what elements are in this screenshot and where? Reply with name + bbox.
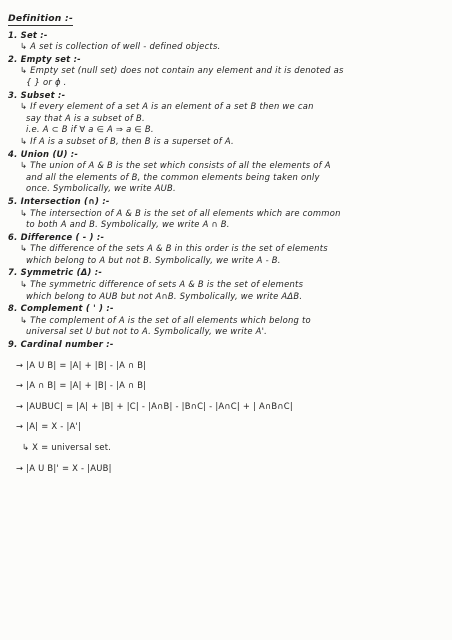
page-title: Definition :- xyxy=(8,13,74,24)
text-line: { } or ϕ . xyxy=(26,76,67,87)
text-line: ↳ The complement of A is the set of all elements which belong to xyxy=(20,314,311,325)
formula-line: → |AUBUC| = |A| + |B| + |C| - |A∩B| - |B∩C| - |A∩C| + | A∩B∩C| xyxy=(16,400,293,411)
text-line: ↳ If every element of a set A is an element of a set B then we can xyxy=(20,101,314,112)
text-line: which belong to AUB but not A∩B. Symbolically, we write AΔB. xyxy=(26,290,303,301)
notes-body xyxy=(8,30,442,475)
text-line: ↳ A set is collection of well - defined objects. xyxy=(20,41,221,52)
text-line: which belong to A but not B. Symbolically, we write A - B. xyxy=(26,254,281,265)
text-line: and all the elements of B, the common elements being taken only xyxy=(26,171,320,182)
text-line: ↳ If A is a subset of B, then B is a superset of A. xyxy=(20,135,234,146)
formula-line: → |A U B| = |A| + |B| - |A ∩ B| xyxy=(16,359,147,370)
section-heading: 2. Empty set :- xyxy=(8,53,81,64)
text-line: ↳ The intersection of A & B is the set of all elements which are common xyxy=(20,207,341,218)
formula-line: ↳ X = universal set. xyxy=(22,442,112,452)
text-line: universal set U but not to A. Symbolically, we write A'. xyxy=(26,326,268,337)
section-heading: 4. Union (U) :- xyxy=(8,148,79,159)
section-heading: 3. Subset :- xyxy=(8,89,66,100)
formula-line: → |A U B|' = X - |AUB| xyxy=(16,462,112,473)
text-line: ↳ The symmetric difference of sets A & B is the set of elements xyxy=(20,279,304,290)
text-line: i.e. A ⊂ B if ∀ a ∈ A ⇒ a ∈ B. xyxy=(26,124,154,135)
text-line: ↳ Empty set (null set) does not contain any element and it is denoted as xyxy=(20,65,344,76)
section-heading: 8. Complement ( ' ) :- xyxy=(8,303,114,314)
text-line: once. Symbolically, we write AUB. xyxy=(26,183,176,194)
section-heading: 5. Intersection (∩) :- xyxy=(8,195,110,206)
section-heading: 7. Symmetric (Δ) :- xyxy=(8,267,103,278)
section-heading: 9. Cardinal number :- xyxy=(8,339,114,350)
section-heading: 1. Set :- xyxy=(8,29,48,40)
text-line: ↳ The union of A & B is the set which consists of all the elements of A xyxy=(20,160,331,171)
formula-line: → |A| = X - |A'| xyxy=(16,421,82,432)
text-line: say that A is a subset of B. xyxy=(26,112,145,123)
section-heading: 6. Difference ( - ) :- xyxy=(8,231,105,242)
text-line: ↳ The difference of the sets A & B in this order is the set of elements xyxy=(20,243,328,254)
formula-line: → |A ∩ B| = |A| + |B| - |A ∩ B| xyxy=(16,380,147,391)
text-line: to both A and B. Symbolically, we write A ∩ B. xyxy=(26,219,230,230)
